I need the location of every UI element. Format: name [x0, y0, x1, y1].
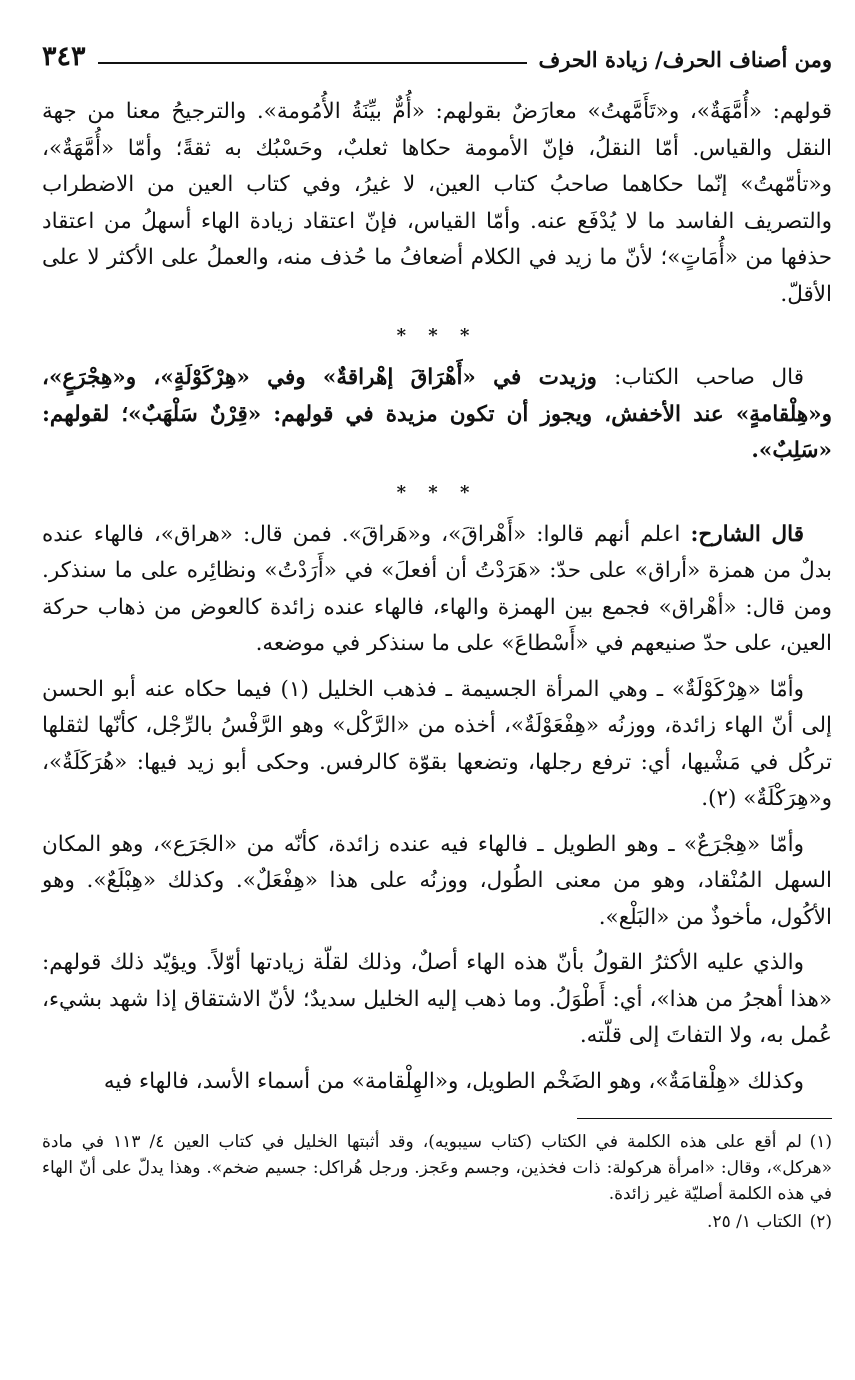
- section-separator-2: * * *: [396, 481, 478, 503]
- section-separator: * * *: [396, 325, 478, 346]
- commentary-paragraph: [42, 517, 832, 663]
- commentary-text: اعلم أنهم قالوا: «أَهْراقَ»، و«هَراقَ». فمن قال: «هراق»، فالهاء عنده بدلٌ من همزة «أراق» على حدّ: «هَرَدْتُ أن أفعلَ» في «أَرَدْتُ» ونظائِره على ما سنذكر. ومن قال: «أهْراق» فجمع بين الهمزة والهاء، فالهاء عنده زائدة كالعوض من ذهاب حركة العين، على حدّ صنيعهم في «أَسْطاعَ» على ما سنذكر في موضعه.: [42, 521, 832, 656]
- book-page: [42, 28, 832, 1358]
- footnote-2: [42, 1209, 832, 1235]
- paragraph-1: قولهم: «أُمَّهَةٌ»، و«تَأَمَّهتُ» معارَضٌ بقولهم: «أُمٌّ بيِّنَةُ الأُمُومة». والترجيحُ معنا من جهة النقل والقياس. أمّا النقلُ، فإنّ الأمومة حكاها ثعلبٌ، وحَسْبُك به ثقةً؛ وأمّا «أُمَّهَةٌ»، و«تأمّهتُ» إنّما حكاهما صاحبُ كتاب العين، لا غيرُ، وفي كتاب العين من الاضطراب والتصريف الفاسد ما لا يُدْفَع عنه. وأمّا القياس، فإنّ اعتقاد زيادة الهاء أسهلُ من اعتقاد حذفها من «أُمَاتٍ»؛ لأنّ ما زيد في الكلام أضعافُ ما حُذف منه، والعملُ على الأكثر لا على الأقلّ.: [42, 99, 832, 307]
- quote-lead: قال صاحب الكتاب:: [614, 365, 804, 390]
- paragraph-hijra: وأمّا «هِجْرَعٌ» ـ وهو الطويل ـ فالهاء فيه عنده زائدة، كأنّه من «الجَرَع»، وهو المكان السهل المُنْقاد، وهو من معنى الطُول، ووزنُه على هذا «هِفْعَلٌ». وكذلك «هِبْلَعٌ». وهو الأكُول، مأخوذٌ من «البَلْع».: [42, 831, 832, 930]
- footnote-text: الكتاب ١/ ٢٥.: [707, 1212, 802, 1232]
- paragraph-majority-view: والذي عليه الأكثرُ القولُ بأنّ هذه الهاء أصلٌ، وذلك لقلّة زيادتها أوّلاً. ويؤيّد ذلك قولهم: «هذا أهجرُ من هذا»، أي: أَطْوَلُ. وما ذهب إليه الخليل سديدٌ؛ لأنّ الاشتقاق إذا شهد بشيء، عُمل به، ولا التفاتَ إلى قلّته.: [42, 950, 832, 1048]
- paragraph-harkawla: وأمّا «هِرْكَوْلَةٌ» ـ وهي المرأة الجسيمة ـ فذهب الخليل (١) فيما حكاه عنه أبو الحسن إلى أنّ الهاء زائدة، ووزنُه «هِفْعَوْلَةٌ»، أخذه من «الرَّكْل» وهو الرَّفْسُ بالرِّجْل، كأنّها لثقلها تركُل في مَشْيها، أي: ترفع رجلها، وتضعها بقوّة كالرفس. وحكى أبو زيد فيها: «هُرَكَلَةٌ»، و«هِرَكْلَةٌ» (٢).: [42, 676, 832, 811]
- commentator-label: قال الشارح:: [690, 521, 805, 547]
- header-rule: [98, 62, 527, 64]
- footnote-1: [42, 1129, 832, 1207]
- footnotes: [42, 1129, 832, 1235]
- footnote-rule: [577, 1118, 832, 1119]
- chapter-title: ومن أصناف الحرف/ زيادة الحرف: [538, 47, 832, 72]
- page-number: ٣٤٣: [42, 41, 86, 72]
- footnote-number: (٢): [809, 1212, 832, 1232]
- quote-text: وزيدت في «أَهْرَاقَ إهْراقةٌ» وفي «هِرْكَوْلَةٍ»، و«هِجْرَعٍ»، و«هِلْقامةٍ» عند الأخفش، ويجوز أن تكون مزيدة في قولهم: «قِرْنٌ سَلْهَبٌ»؛ لقولهم: «سَلِبٌ».: [42, 365, 832, 463]
- footnote-number: (١): [809, 1132, 832, 1152]
- footnote-text: لم أقع على هذه الكلمة في الكتاب (كتاب سيبويه)، وقد أثبتها الخليل في كتاب العين ٤/ ١١٣ في مادة «هركل»، وقال: «امرأة هركولة: ذات فخذين، وجسم وعَجز. ورجل هُراكل: جسيم ضخم». وهذا يدلّ على أنّ الهاء في هذه الكلمة أصليّة غير زائدة.: [42, 1132, 832, 1204]
- author-quote: [42, 360, 832, 470]
- paragraph-hilqama: وكذلك «هِلْقامَةٌ»، وهو الضَخْم الطويل، و«الهِلْقامة» من أسماء الأسد، فالهاء فيه: [103, 1068, 804, 1094]
- main-text: [42, 94, 832, 1100]
- running-header: [42, 28, 832, 72]
